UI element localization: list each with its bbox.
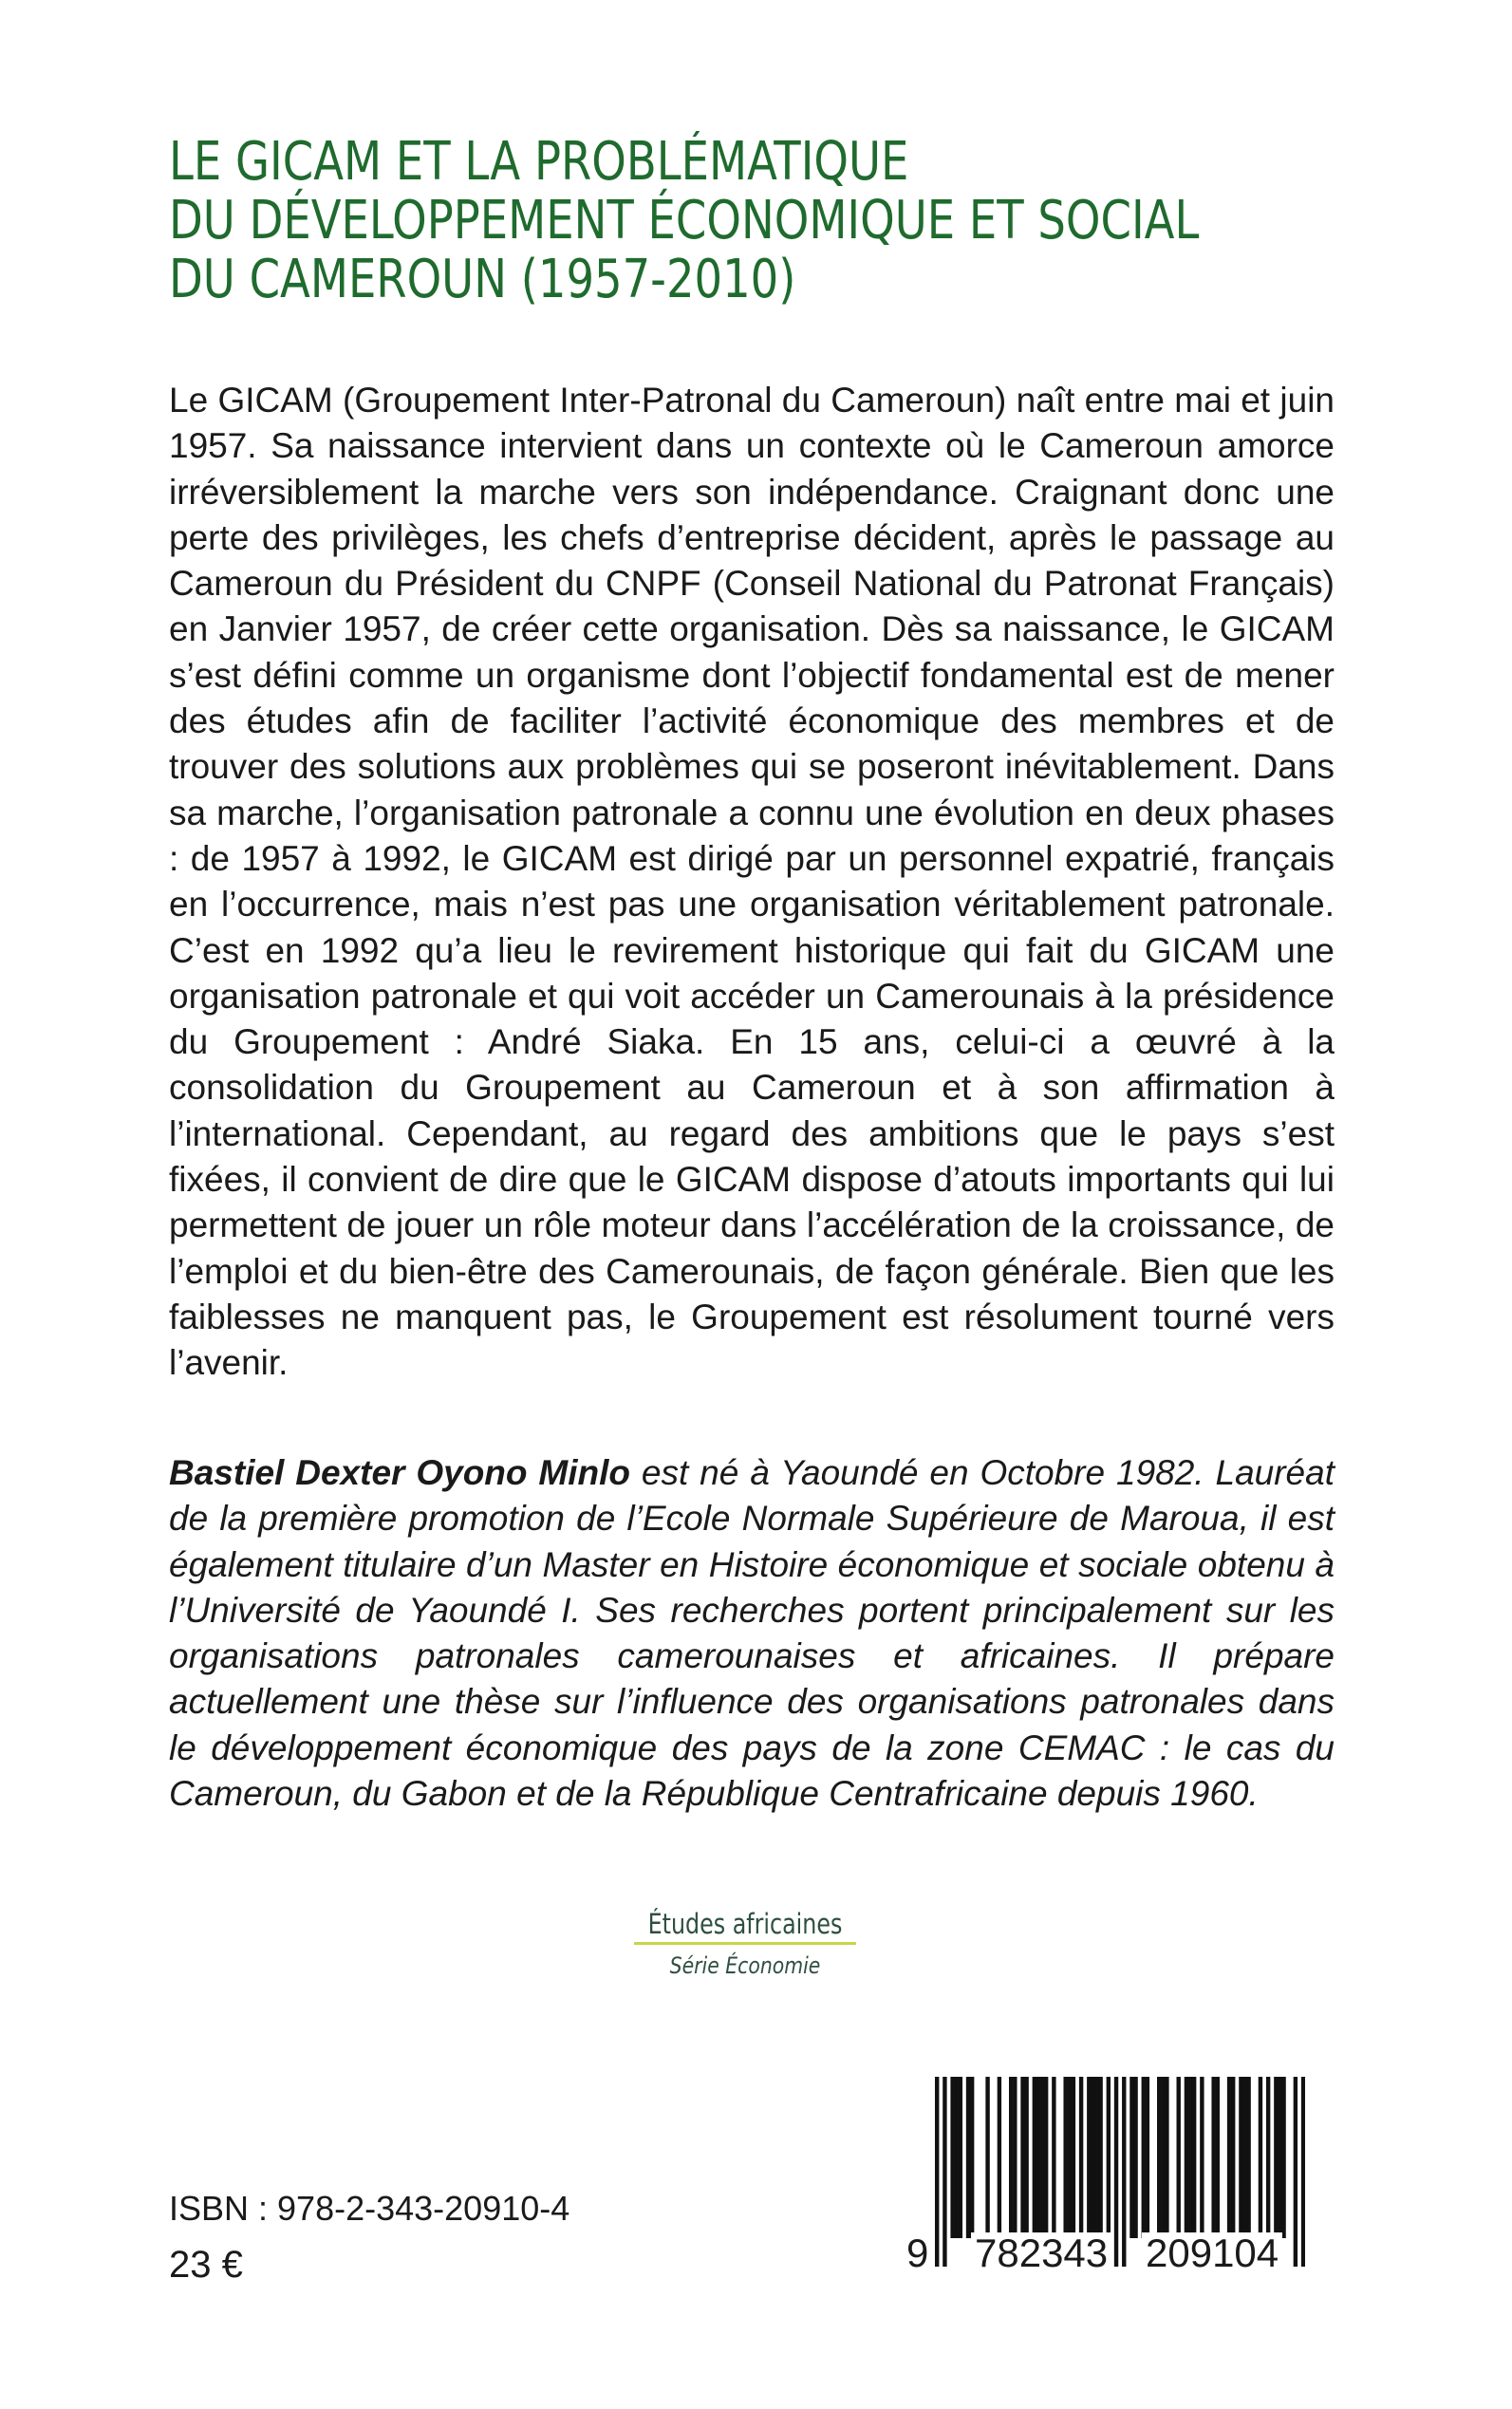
barcode-bar bbox=[943, 2077, 946, 2267]
barcode-bar bbox=[1114, 2077, 1118, 2267]
book-title-line-3: DU CAMEROUN (1957-2010) bbox=[169, 249, 796, 310]
barcode-bar bbox=[1009, 2077, 1013, 2238]
barcode-digits-left: 782343 bbox=[971, 2232, 1111, 2274]
barcode-bar bbox=[950, 2077, 954, 2238]
barcode-bar bbox=[1294, 2077, 1297, 2267]
barcode-bar bbox=[1301, 2077, 1305, 2267]
barcode-bar bbox=[1122, 2077, 1126, 2267]
price-label: 23 € bbox=[169, 2244, 243, 2286]
author-name: Bastiel Dexter Oyono Minlo bbox=[169, 1453, 630, 1492]
book-title-line-2: DU DÉVELOPPEMENT ÉCONOMIQUE ET SOCIAL bbox=[169, 190, 1200, 252]
series-divider bbox=[634, 1942, 856, 1945]
barcode-bar bbox=[1211, 2077, 1215, 2238]
barcode-bar bbox=[955, 2077, 959, 2238]
barcode-bar bbox=[1200, 2077, 1204, 2238]
book-title-line-1: LE GICAM ET LA PROBLÉMATIQUE bbox=[169, 131, 909, 193]
barcode-bar bbox=[1091, 2077, 1094, 2238]
barcode-bar bbox=[1192, 2077, 1196, 2238]
barcode-bar bbox=[1242, 2077, 1246, 2238]
series-subtitle: Série Économie bbox=[669, 1952, 821, 1979]
barcode-bar bbox=[1188, 2077, 1192, 2238]
barcode-digits-right: 209104 bbox=[1142, 2232, 1282, 2274]
barcode-digit-first: 9 bbox=[906, 2231, 929, 2275]
book-title bbox=[169, 133, 1351, 309]
series-logo bbox=[626, 1908, 864, 1979]
barcode-bar bbox=[1239, 2077, 1242, 2238]
barcode-bar bbox=[1157, 2077, 1161, 2238]
barcode-bar bbox=[998, 2077, 1001, 2238]
barcode-bar bbox=[1107, 2077, 1111, 2238]
isbn-label: ISBN : 978-2-343-20910-4 bbox=[169, 2189, 570, 2228]
barcode-bar bbox=[1146, 2077, 1149, 2238]
barcode-bar bbox=[1165, 2077, 1168, 2238]
barcode-bar bbox=[1231, 2077, 1235, 2238]
barcode-bar bbox=[1133, 2077, 1137, 2238]
barcode-bar bbox=[1068, 2077, 1072, 2238]
barcode-bar bbox=[1274, 2077, 1278, 2238]
barcode-bar bbox=[1072, 2077, 1075, 2238]
author-bio bbox=[169, 1450, 1335, 1817]
barcode-bar bbox=[1013, 2077, 1017, 2238]
barcode-bar bbox=[966, 2077, 970, 2238]
barcode-bar bbox=[1044, 2077, 1048, 2238]
barcode-bar bbox=[1098, 2077, 1102, 2238]
barcode-bar bbox=[1246, 2077, 1250, 2238]
series-name: Études africaines bbox=[647, 1908, 843, 1940]
book-summary: Le GICAM (Groupement Inter-Patronal du Cameroun) naît entre mai et juin 1957. Sa naissance intervient dans un contexte où le Cameroun amorce irréversiblement la marche vers son indépendance. Craignant donc une perte des privilèges, les chefs d’entreprise décident, après le passage au Cameroun du Président du CNPF (Conseil National du Patronat Français) en Janvier 1957, de créer cette organisation. Dès sa naissance, le GICAM s’est défini comme un organisme dont l’objectif fondamental est de mener des études afin de faciliter l’activité économique des membres et de trouver des solutions aux problèmes qui se poseront inévitablement. Dans sa marche, l’organisation patronale a connu une évolution en deux phases : de 1957 à 1992, le GICAM est dirigé par un personnel expatrié, français en l’occurrence, mais n’est pas une organisation véritablement patronale. C’est en 1992 qu’a lieu le revirement historique qui fait du GICAM une organisation patronale et qui voit accéder un Camerounais à la présidence du Groupement : André Siaka. En 15 ans, celui-ci a œuvré à la consolidation du Groupement au Cameroun et à son affirmation à l’international. Cependant, au regard des ambitions que le pays s’est fixées, il convient de dire que le GICAM dispose d’atouts importants qui lui permettent de jouer un rôle moteur dans l’accélération de la croissance, de l’emploi et du bien-être des Camerounais, de façon générale. Bien que les faiblesses ne manquent pas, le Groupement est résolument tourné vers l’avenir. bbox=[169, 381, 1335, 1383]
barcode-bar bbox=[985, 2077, 989, 2238]
barcode-bar bbox=[935, 2077, 939, 2267]
barcode-bar bbox=[1063, 2077, 1067, 2238]
barcode-bar bbox=[1024, 2077, 1028, 2238]
barcode-bar bbox=[1278, 2077, 1281, 2238]
barcode-bar bbox=[1036, 2077, 1040, 2238]
barcode-bar bbox=[1129, 2077, 1133, 2238]
barcode-bar bbox=[1020, 2077, 1024, 2238]
author-bio-text: est né à Yaoundé en Octobre 1982. Lauréat de la première promotion de l’Ecole Normale Supérieure de Maroua, il est également titulaire d’un Master en Histoire économique et sociale obtenu à l’Université de Yaoundé I. Ses recherches portent principalement sur les organisations patronales camerounaises et africaines. Il prépare actuellement une thèse sur l’influence des organisations patronales dans le développement économique des pays de la zone CEMAC : le cas du Cameroun, du Gabon et de la République Centrafricaine depuis 1960. bbox=[169, 1453, 1335, 1814]
barcode-bar bbox=[1079, 2077, 1083, 2238]
barcode-bar bbox=[1052, 2077, 1055, 2238]
barcode-bar bbox=[1177, 2077, 1181, 2238]
barcode-bar bbox=[1281, 2077, 1285, 2238]
barcode-bar bbox=[1033, 2077, 1036, 2238]
barcode-bar bbox=[1227, 2077, 1231, 2238]
barcode-bar bbox=[1087, 2077, 1091, 2238]
barcode-bar bbox=[1266, 2077, 1270, 2238]
barcode-bar bbox=[1142, 2077, 1146, 2238]
barcode-bar bbox=[1259, 2077, 1262, 2238]
barcode-bar bbox=[1161, 2077, 1165, 2238]
barcode-bar bbox=[970, 2077, 974, 2238]
barcode-bar bbox=[1216, 2077, 1220, 2238]
barcode-bar bbox=[959, 2077, 962, 2238]
barcode-bar bbox=[1094, 2077, 1098, 2238]
barcode-bar bbox=[1185, 2077, 1188, 2238]
barcode-bar bbox=[1040, 2077, 1044, 2238]
